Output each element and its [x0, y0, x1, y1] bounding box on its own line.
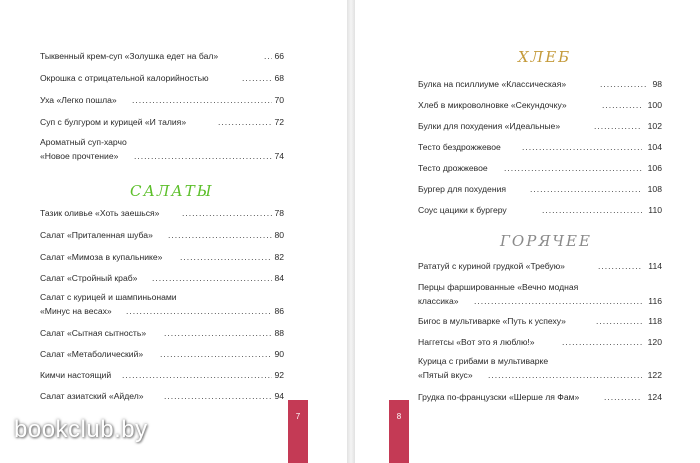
- leader-dots: [600, 79, 646, 90]
- entry-page: 122: [647, 370, 662, 380]
- leader-dots: [530, 184, 642, 195]
- entry-title: Ароматный суп-харчо: [40, 137, 127, 147]
- entry-page: 84: [274, 273, 284, 283]
- entry-title: Салат «Сытная сытность»: [40, 328, 147, 338]
- page-number-tab: [288, 400, 308, 463]
- leader-dots: [152, 273, 272, 284]
- toc-entry: [418, 356, 662, 382]
- entry-page: 74: [274, 151, 284, 161]
- entry-page: 78: [274, 208, 284, 218]
- entry-page: 118: [648, 316, 662, 326]
- entry-page: 92: [274, 370, 284, 380]
- entry-page: 124: [647, 392, 662, 402]
- entry-title: Булки для похудения «Идеальные»: [418, 121, 561, 131]
- entry-title: Тазик оливье «Хоть заешься»: [40, 208, 160, 218]
- toc-entry: [40, 137, 284, 163]
- entry-page: 102: [647, 121, 662, 131]
- page-number-tab: [389, 400, 409, 463]
- leader-dots: [594, 121, 642, 132]
- entry-title: Салат «Приталенная шуба»: [40, 230, 153, 240]
- leader-dots: [160, 349, 272, 360]
- leader-dots: [126, 306, 272, 317]
- entry-page: 66: [274, 51, 284, 61]
- entry-title: Салат «Метаболический»: [40, 349, 144, 359]
- entry-title-line2: «Новое прочтение»: [40, 151, 119, 161]
- leader-dots: [164, 391, 272, 402]
- entry-title: Соус цацики к бургеру: [418, 205, 507, 215]
- entry-title: Бургер для похудения: [418, 184, 507, 194]
- leader-dots: [522, 142, 642, 153]
- leader-dots: [504, 163, 642, 174]
- entry-page: 90: [274, 349, 284, 359]
- entry-title: Тесто дрожжевое: [418, 163, 488, 173]
- leader-dots: [488, 370, 642, 381]
- entry-title: Окрошка с отрицательной калорийностью: [40, 73, 209, 83]
- leader-dots: [242, 73, 272, 84]
- entry-page: 94: [274, 391, 284, 401]
- leader-dots: [264, 51, 272, 62]
- entry-page: 114: [648, 261, 662, 271]
- entry-page: 98: [652, 79, 662, 89]
- leader-dots: [168, 230, 272, 241]
- entry-title: Булка на псиллиуме «Классическая»: [418, 79, 567, 89]
- leader-dots: [596, 316, 642, 327]
- entry-title: Курица с грибами в мультиварке: [418, 356, 549, 366]
- leader-dots: [180, 252, 272, 263]
- entry-page: 110: [648, 205, 662, 215]
- leader-dots: [134, 151, 272, 162]
- entry-title: Салат азиатский «Айдел»: [40, 391, 144, 401]
- entry-page: 72: [274, 117, 284, 127]
- leader-dots: [562, 337, 642, 348]
- leader-dots: [474, 296, 642, 307]
- page-number: 8: [396, 412, 402, 421]
- leader-dots: [598, 261, 642, 272]
- leader-dots: [602, 100, 642, 111]
- leader-dots: [604, 392, 642, 403]
- section-title-bread: ХЛЕБ: [518, 48, 572, 66]
- entry-title: Салат с курицей и шампиньонами: [40, 292, 177, 302]
- entry-title: Суп с булгуром и курицей «И талия»: [40, 117, 187, 127]
- leader-dots: [164, 328, 272, 339]
- entry-title: Салат «Стройный краб»: [40, 273, 138, 283]
- entry-title: Бигос в мультиварке «Путь к успеху»: [418, 316, 566, 326]
- leader-dots: [182, 208, 272, 219]
- entry-title-line2: «Пятый вкус»: [418, 370, 473, 380]
- entry-title: Хлеб в микроволновке «Секундочку»: [418, 100, 567, 110]
- entry-page: 106: [647, 163, 662, 173]
- leader-dots: [542, 205, 642, 216]
- entry-title: Перцы фаршированные «Вечно модная: [418, 282, 579, 292]
- entry-title: Кимчи настоящий: [40, 370, 112, 380]
- entry-page: 70: [274, 95, 284, 105]
- entry-title: Салат «Мимоза в купальнике»: [40, 252, 163, 262]
- toc-entry: [418, 282, 662, 308]
- entry-title: Тыквенный крем-суп «Золушка едет на бал»: [40, 51, 219, 61]
- leader-dots: [218, 117, 272, 128]
- section-title-salads: САЛАТЫ: [130, 182, 214, 200]
- entry-page: 88: [274, 328, 284, 338]
- entry-page: 104: [647, 142, 662, 152]
- entry-page: 116: [648, 296, 662, 306]
- watermark: bookclub.by: [14, 416, 148, 443]
- entry-title-line2: классика»: [418, 296, 459, 306]
- section-title-hot: ГОРЯЧЕЕ: [500, 232, 592, 250]
- entry-page: 100: [647, 100, 662, 110]
- toc-entry: [40, 292, 284, 318]
- page-number: 7: [295, 412, 301, 421]
- entry-title: Грудка по-французски «Шерше ля Фам»: [418, 392, 580, 402]
- leader-dots: [132, 95, 272, 106]
- entry-title: Рататуй с куриной грудкой «Требую»: [418, 261, 565, 271]
- entry-page: 80: [274, 230, 284, 240]
- book-spine: [347, 0, 355, 463]
- entry-title: Тесто бездрожжевое: [418, 142, 501, 152]
- entry-page: 86: [274, 306, 284, 316]
- entry-page: 108: [647, 184, 662, 194]
- entry-page: 68: [274, 73, 284, 83]
- entry-page: 120: [647, 337, 662, 347]
- entry-title-line2: «Минус на весах»: [40, 306, 112, 316]
- leader-dots: [122, 370, 272, 381]
- entry-title: Наггетсы «Вот это я люблю!»: [418, 337, 535, 347]
- entry-page: 82: [274, 252, 284, 262]
- entry-title: Уха «Легко пошла»: [40, 95, 117, 105]
